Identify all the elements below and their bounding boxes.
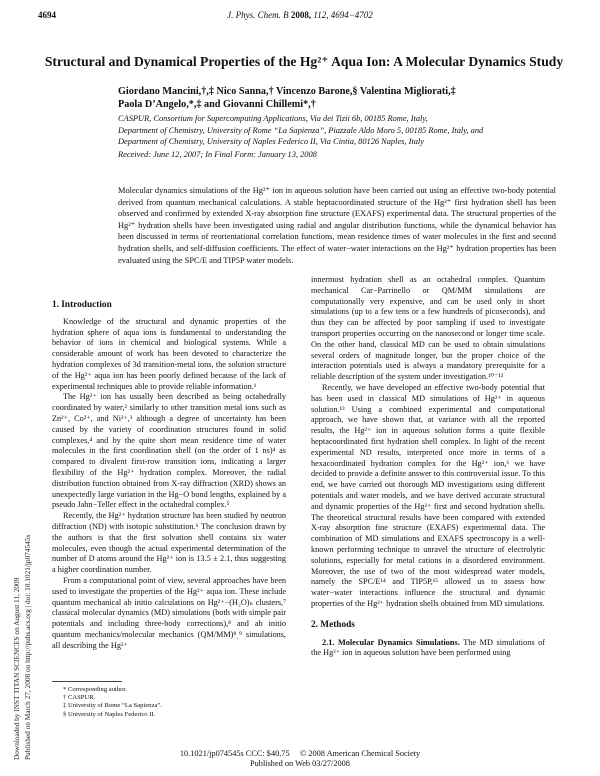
affiliation-line: Department of Chemistry, University of Naples Federico II, Via Cintia, 80126 Naples, Italy (118, 137, 424, 146)
author-line: Paola D’Angelo,*,‡ and Giovanni Chillemi*,† (118, 98, 316, 110)
journal-name: J. Phys. Chem. B (227, 10, 289, 20)
journal-citation (38, 10, 562, 20)
doi-line: Published on March 27, 2008 on http://pubs.acs.org | doi: 10.1021/jp074545s (23, 534, 32, 760)
footnote-divider (52, 681, 122, 682)
affiliations (118, 113, 560, 148)
affiliation-line: Department of Chemistry, University of Rome “La Sapienza”, Piazzale Aldo Moro 5, 00185 Rome, Italy, and (118, 125, 484, 135)
footnote: ‡ University of Rome “La Sapienza”. (63, 702, 162, 710)
author-list (118, 86, 560, 111)
subsection-title: 2.1. Molecular Dynamics Simulations. (322, 637, 460, 647)
footnote: * Corresponding author. (63, 686, 127, 693)
page-number: 4694 (38, 10, 56, 20)
received-dates: Received: June 12, 2007; In Final Form: January 13, 2008 (118, 150, 317, 159)
subsection-text: The MD simulations of the Hg²⁺ ion in aqueous solution have been performed using (311, 637, 545, 658)
paragraph: The Hg²⁺ ion has usually been described as being octahedrally coordinated by water,² similarly to other transition metal ions such as Zn²⁺, Co²⁺, and Ni²⁺,³ although a degree of uncertainty has been caused by the variety of coordination structures found in solid complexes,⁴ and by the quite short mean residence time of water molecules in the first coordination shell (on the order of 1 ns)⁴ as compared to divalent first-row transition ions, indicating a larger flexibility of the Hg²⁺ hydration complex. Moreover, the radial distribution function obtained from X-ray diffraction (XRD) shows an unexpectedly large variation in the Hg−O bond lengths, explained by a pseudo Jahn−Teller effect in the octahedral complex.⁵ (52, 392, 286, 510)
footnote: † CASPUR. (63, 694, 96, 702)
affiliation-line: CASPUR, Consortium for Supercomputing Applications, Via dei Tizii 6b, 00185 Rome, Italy, (118, 114, 428, 123)
doi-copyright: 10.1021/jp074545s CCC: $40.75 © 2008 American Chemical Society (179, 749, 421, 758)
download-side-note (6, 470, 46, 760)
abstract: Molecular dynamics simulations of the Hg²⁺ ion in aqueous solution have been carried out using an effective two-body potential derived from quantum mechanical calculations. A stable heptacoordinated structure of the Hg²⁺ first hydration shell has been observed and confirmed by extended X-ray absorption fine structure (EXAFS) experimental data. The structural properties of the Hg²⁺ hydration shells have been investigated using radial and angular distribution functions, while the dynamical behavior has been discussed in terms of reorientational correlation functions, mean residence times of water molecules in the first and second hydration shells, and self-diffusion coefficients. The effect of water−water interactions on the Hg²⁺ hydration properties has been evaluated using the SPC/E and TIP5P water models. (118, 186, 556, 265)
paper-title: Structural and Dynamical Properties of the Hg²⁺ Aqua Ion: A Molecular Dynamics Study (44, 54, 564, 69)
footnotes (63, 686, 162, 719)
web-publication-date: Published on Web 03/27/2008 (250, 759, 350, 768)
right-column (311, 275, 545, 659)
volume-pages: 112, 4694−4702 (313, 10, 373, 20)
section-heading: 1. Introduction (52, 300, 112, 310)
running-header (38, 10, 562, 24)
paragraph: Knowledge of the structural and dynamic properties of the hydration sphere of aqua ions is fundamental to understanding the behavior of ions in chemical and biological systems. While a considerable amount of work has been devoted to characterize the hydration complexes of 3d transition-metal ions, the solution structure of the Hg²⁺ aqua ion has been poorly defined because of the lack of experimental techniques able to provide reliable information.¹ (52, 316, 286, 391)
left-column (52, 300, 286, 652)
page-footer (0, 749, 600, 769)
paragraph (311, 638, 545, 660)
section-heading: 2. Methods (311, 619, 355, 630)
author-line: Giordano Mancini,†,‡ Nico Sanna,† Vincenzo Barone,§ Valentina Migliorati,‡ (118, 86, 456, 97)
paragraph: Recently, we have developed an effective two-body potential that has been used in classical MD simulations of Hg²⁺ in aqueous solution.¹³ Using a combined experimental and computational approach, we have shown that, at variance with all the reported results, the Hg²⁺ ion in aqueous solution forms a quite flexible heptacoordinated first hydration shell complex. In light of the recent experimental ND results, interpreted once more in terms of a hexacoordinated hydration complex for the Hg²⁺ ion,⁶ we have decided to provide a definite answer to this controversial issue. To this end, we have carried out thorough MD investigations using different potentials and water models, and we have derived accurate structural and dynamic properties of the Hg²⁺ first and second hydration shells. The theoretical structural results have been compared with extended X-ray absorption fine structure (EXAFS) experimental data. The combination of MD simulations and EXAFS spectroscopy is a well-known performing technique to unravel the structure of electrolytic solutions, especially for metal cations in a disordered environment. Moreover, the use of two of the most widespread water models, namely the SPC/E¹⁴ and TIP5P,¹⁵ allowed us to assess how water−water interactions influence the structural and dynamic properties of the Hg²⁺ hydration shells obtained from MD simulations. (311, 382, 545, 608)
footnote: § University of Naples Federico II. (63, 710, 156, 718)
paragraph: From a computational point of view, several approaches have been used to investigate the properties of the Hg²⁺ aqua ion. These include quantum mechanical ab initio calculations on Hg²⁺−(H₂O)ₙ clusters,⁷ classical molecular dynamics (MD) simulations (both with simple pair potentials and including three-body corrections),⁸ and ab initio quantum mechanics/molecular mechanics (QM/MM)⁸ˌ⁹ simulations, all describing the Hg²⁺ (52, 575, 286, 650)
download-line: Downloaded by INST TITAN SCIENCES on August 11, 2009 (12, 577, 21, 760)
paragraph: innermost hydration shell as an octahedral complex. Quantum mechanical Car−Parrinello or QM/MM simulations are computationally very expensive, and can be used only in short simulations (up to a few tens or a few hundreds of picoseconds), and thus they can be affected by poor sampling if used to investigate transport properties occurring on the nanosecond or longer time scale. On the other hand, classical MD can be used to obtain simulations several orders of magnitude longer, but the proper choice of the interaction potentials used is always a mandatory prerequisite for a reliable description of the system under investigation.¹⁰⁻¹² (311, 275, 545, 382)
paragraph: Recently, the Hg²⁺ hydration structure has been studied by neutron diffraction (ND) with isotopic substitution.⁶ The conclusion drawn by the authors is that the first solvation shell contains six water molecules, even though the actual experimental determination of the number of D atoms around the Hg²⁺ ion is 13.5 ± 2.1, thus suggesting a higher coordination number. (52, 511, 286, 575)
journal-year: 2008, (290, 10, 312, 20)
